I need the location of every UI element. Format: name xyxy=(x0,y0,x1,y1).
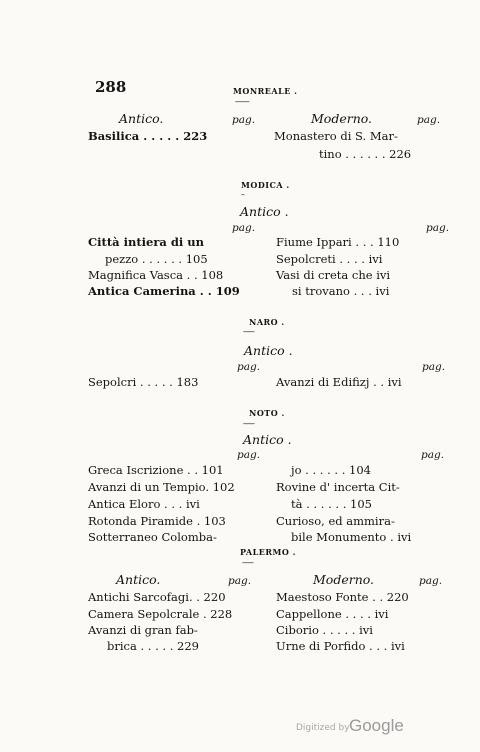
column-heading-moderno: Moderno. xyxy=(313,572,375,587)
pag-label-right: pag. xyxy=(422,361,446,373)
index-entry-right: Maestoso Fonte . . 220 xyxy=(276,590,409,604)
subheading: Antico . xyxy=(244,343,293,358)
index-entry-right: Cappellone . . . . ivi xyxy=(276,607,389,621)
index-entry-right: Sepolcreti . . . . ivi xyxy=(276,252,383,266)
section-title: MONREALE . xyxy=(233,86,298,96)
column-heading-antico: Antico. xyxy=(116,572,161,587)
section-rule: -------- xyxy=(242,559,253,567)
pag-label-right: pag. xyxy=(421,449,445,461)
index-entry-right: tà . . . . . . 105 xyxy=(291,497,372,511)
index-entry-left: Avanzi di un Tempio. 102 xyxy=(88,480,235,494)
section-title: PALERMO . xyxy=(240,547,296,557)
index-entry-left: Antichi Sarcofagi. . 220 xyxy=(88,590,226,604)
pag-label-left: pag. xyxy=(232,222,256,234)
section-rule: -------- xyxy=(243,420,254,428)
pag-label-right: pag. xyxy=(426,222,450,234)
section-rule: ---------- xyxy=(235,98,249,106)
index-entry-right: bile Monumento . ivi xyxy=(291,530,412,544)
index-entry-left: Sepolcri . . . . . 183 xyxy=(88,375,199,389)
column-heading-pag-right: pag. xyxy=(417,114,441,126)
index-entry-left: brica . . . . . 229 xyxy=(107,639,199,653)
index-entry-right: Rovine d' incerta Cit- xyxy=(276,480,400,494)
pag-label-left: pag. xyxy=(237,361,261,373)
index-entry-right: jo . . . . . . 104 xyxy=(291,463,371,477)
index-entry-left: Camera Sepolcrale . 228 xyxy=(88,607,233,621)
pag-label-left: pag. xyxy=(237,449,261,461)
index-entry-right: Curioso, ed ammira- xyxy=(276,514,395,528)
index-entry-right: Avanzi di Edifizj . . ivi xyxy=(276,375,402,389)
section-title: NOTO . xyxy=(249,408,285,418)
index-entry-left: Greca Iscrizione . . 101 xyxy=(88,463,224,477)
index-entry-right: Monastero di S. Mar- xyxy=(274,129,398,143)
page-number: 288 xyxy=(95,78,127,96)
index-entry-right: Vasi di creta che ivi xyxy=(276,268,391,282)
column-heading-pag-right: pag. xyxy=(419,575,443,587)
column-heading-antico: Antico. xyxy=(119,111,164,126)
index-entry-left: Città intiera di un xyxy=(88,235,204,249)
section-title: MODICA . xyxy=(241,180,290,190)
google-logo: Google xyxy=(349,716,404,735)
index-entry-left: Magnifica Vasca . . 108 xyxy=(88,268,224,282)
section-title: NARO . xyxy=(249,317,285,327)
subheading: Antico . xyxy=(240,204,289,219)
column-heading-pag: pag. xyxy=(232,114,256,126)
watermark-prefix: Digitized by xyxy=(296,723,350,733)
section-rule: -------- xyxy=(243,328,254,336)
subheading: Antico . xyxy=(243,432,292,447)
index-entry-right: si trovano . . . ivi xyxy=(292,284,390,298)
index-entry-right: Fiume Ippari . . . 110 xyxy=(276,235,400,249)
index-entry-left: Sotterraneo Colomba- xyxy=(88,530,217,544)
column-heading-pag: pag. xyxy=(228,575,252,587)
index-entry-right-cont: tino . . . . . . 226 xyxy=(319,147,412,161)
index-entry-right: Ciborio . . . . . ivi xyxy=(276,623,373,637)
index-entry-left: Avanzi di gran fab- xyxy=(88,623,198,637)
section-rule: -- xyxy=(241,191,244,199)
index-entry-left: Antica Eloro . . . ivi xyxy=(88,497,200,511)
index-entry-left: Basilica . . . . . 223 xyxy=(88,129,208,143)
index-entry-left: Rotonda Piramide . 103 xyxy=(88,514,226,528)
index-entry-left: Antica Camerina . . 109 xyxy=(88,284,240,298)
index-entry-left: pezzo . . . . . . 105 xyxy=(105,252,208,266)
column-heading-moderno: Moderno. xyxy=(311,111,373,126)
index-entry-right: Urne di Porfido . . . ivi xyxy=(276,639,405,653)
